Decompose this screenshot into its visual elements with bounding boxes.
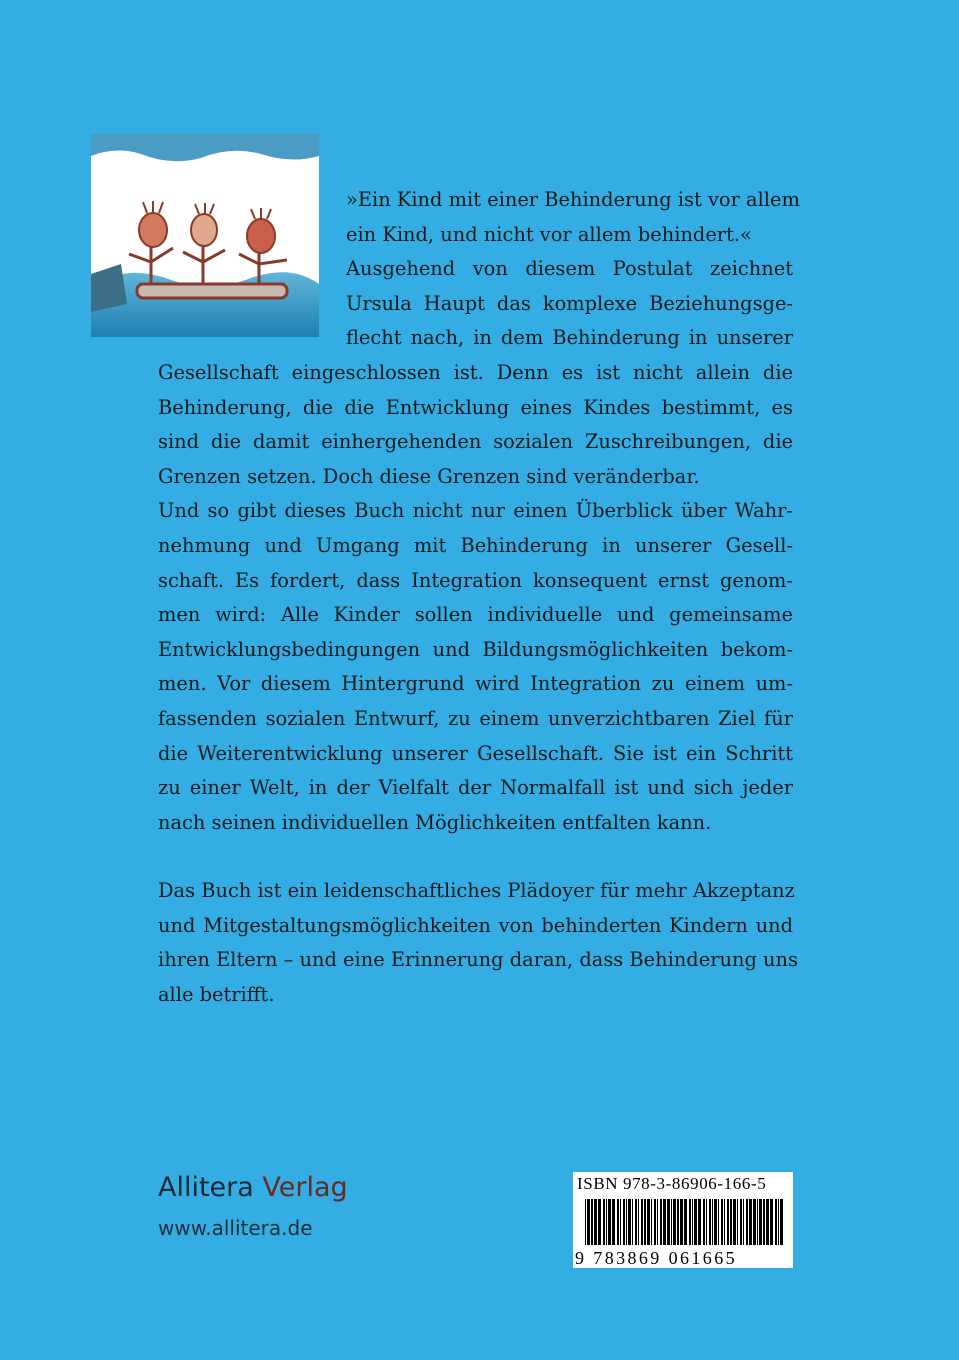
barcode-bar — [638, 1199, 639, 1245]
text-line: men wird: Alle Kinder sollen individuelle und gemeinsame — [158, 603, 793, 627]
barcode-bar — [730, 1199, 732, 1245]
barcode-bar — [594, 1199, 597, 1245]
barcode-bar — [757, 1199, 758, 1245]
barcode-bar — [709, 1199, 711, 1245]
text-line: ein Kind, und nicht vor allem behindert.« — [346, 222, 752, 246]
barcode-bar — [724, 1199, 725, 1245]
barcode-bar — [591, 1199, 593, 1245]
text-line: schaft. Es fordert, dass Integration konsequent ernst genom- — [158, 568, 793, 592]
isbn-digits: 9 783869 061665 — [575, 1248, 737, 1268]
barcode-bar — [587, 1199, 590, 1245]
barcode-bar — [714, 1199, 717, 1245]
barcode-bar — [585, 1199, 586, 1245]
barcode-bar — [641, 1199, 643, 1245]
barcode-bar — [733, 1199, 736, 1245]
text-line: und Mitgestaltungsmöglichkeiten von behinderten Kindern und — [158, 913, 793, 937]
barcode-bar — [778, 1199, 779, 1245]
barcode-bar — [743, 1199, 744, 1245]
barcode-bar — [712, 1199, 713, 1245]
text-line: Gesellschaft eingeschlossen ist. Denn es ist nicht allein die — [158, 360, 793, 384]
barcode-bar — [766, 1199, 769, 1245]
barcode-bar — [663, 1199, 666, 1245]
text-line: Und so gibt dieses Buch nicht nur einen Überblick über Wahr- — [158, 499, 793, 523]
barcode-bar — [654, 1199, 656, 1245]
barcode-bar — [647, 1199, 650, 1245]
barcode-bar — [692, 1199, 693, 1245]
barcode-bar — [598, 1199, 601, 1245]
barcode-bar — [746, 1199, 748, 1245]
text-line: ihren Eltern – und eine Erinnerung daran, dass Behinderung uns — [158, 948, 798, 972]
barcode-bar — [727, 1199, 729, 1245]
text-line: Ausgehend von diesem Postulat zeichnet — [346, 257, 793, 281]
barcode-bar — [673, 1199, 676, 1245]
text-line: sind die damit einhergehenden sozialen Zuschreibungen, die — [158, 430, 793, 454]
barcode-bar — [694, 1199, 697, 1245]
barcode-bar — [749, 1199, 752, 1245]
barcode-bar — [651, 1199, 652, 1245]
barcode-bar — [660, 1199, 662, 1245]
text-line: flecht nach, in dem Behinderung in unserer — [346, 326, 793, 350]
barcode-bar — [770, 1199, 773, 1245]
barcode-bar — [703, 1199, 705, 1245]
barcode-bar — [671, 1199, 672, 1245]
barcode-bar — [698, 1199, 701, 1245]
barcode-bar — [644, 1199, 646, 1245]
barcode-bar — [603, 1199, 605, 1245]
publisher-name-part2: Verlag — [262, 1172, 348, 1203]
isbn-label: ISBN 978-3-86906-166-5 — [577, 1174, 767, 1193]
barcode-bar — [606, 1199, 607, 1245]
text-line: fassenden sozialen Entwurf, zu einem unverzichtbaren Ziel für — [158, 706, 793, 730]
barcode-bar — [657, 1199, 658, 1245]
text-line: nach seinen individuellen Möglichkeiten entfalten kann. — [158, 810, 712, 834]
publisher-name-part1: Allitera — [158, 1172, 254, 1203]
barcode-bar — [667, 1199, 670, 1245]
text-line: nehmung und Umgang mit Behinderung in unserer Gesell- — [158, 533, 793, 557]
barcode-bar — [626, 1199, 627, 1245]
barcode-bar — [684, 1199, 687, 1245]
barcode-bar — [718, 1199, 719, 1245]
barcode — [573, 1197, 793, 1247]
text-line: alle betrifft. — [158, 983, 275, 1007]
publisher-logo — [158, 1168, 348, 1208]
barcode-bar — [632, 1199, 633, 1245]
barcode-bar — [775, 1199, 777, 1245]
barcode-bar — [721, 1199, 723, 1245]
barcode-bar — [680, 1199, 683, 1245]
text-line: Das Buch ist ein leidenschaftliches Plädoyer für mehr Akzeptanz — [158, 879, 795, 903]
barcode-bar — [628, 1199, 631, 1245]
barcode-bar — [620, 1199, 621, 1245]
barcode-bar — [635, 1199, 637, 1245]
publisher-block — [158, 1168, 348, 1242]
text-line: zu einer Welt, in der Vielfalt der Normalfall ist und sich jeder — [158, 776, 793, 800]
barcode-bar — [612, 1199, 615, 1245]
text-line: men. Vor diesem Hintergrund wird Integration zu einem um- — [158, 672, 793, 696]
barcode-bar — [677, 1199, 679, 1245]
text-line: Entwicklungsbedingungen und Bildungsmöglichkeiten bekom- — [158, 637, 793, 661]
text-line: Ursula Haupt das komplexe Beziehungsge- — [346, 291, 793, 315]
barcode-bar — [608, 1199, 611, 1245]
publisher-url: www.allitera.de — [158, 1216, 313, 1240]
text-line: »Ein Kind mit einer Behinderung ist vor allem — [346, 188, 800, 211]
isbn-barcode-box — [573, 1172, 793, 1268]
text-line: Grenzen setzen. Doch diese Grenzen sind veränderbar. — [158, 464, 700, 488]
text-line: Behinderung, die die Entwicklung eines Kindes bestimmt, es — [158, 395, 793, 419]
barcode-bar — [617, 1199, 619, 1245]
barcode-bar — [759, 1199, 762, 1245]
barcode-bar — [780, 1199, 783, 1245]
barcode-bar — [753, 1199, 756, 1245]
blurb-text — [158, 183, 800, 1013]
barcode-bar — [706, 1199, 707, 1245]
barcode-bar — [689, 1199, 691, 1245]
barcode-bar — [623, 1199, 625, 1245]
barcode-bar — [737, 1199, 738, 1245]
barcode-bar — [763, 1199, 765, 1245]
text-line: die Weiterentwicklung unserer Gesellschaft. Sie ist ein Schritt — [158, 741, 793, 765]
barcode-bar — [740, 1199, 742, 1245]
